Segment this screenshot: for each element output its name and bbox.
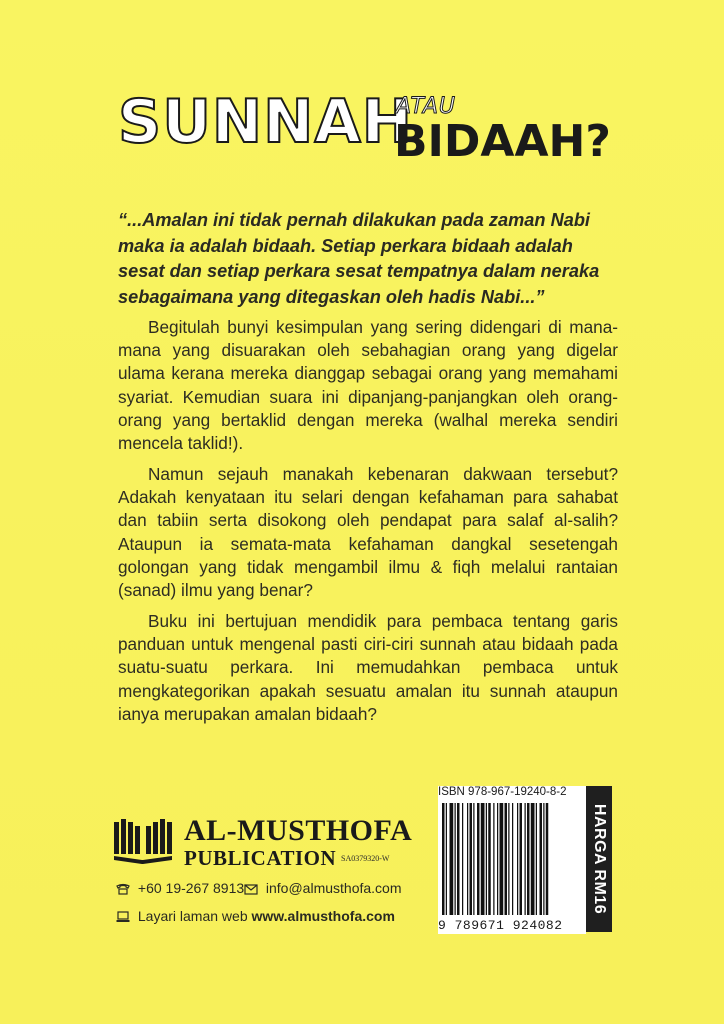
book-logo-icon [112,816,174,864]
barcode-bar [467,803,468,915]
paragraph-text: Namun sejauh manakah kebenaran dakwaan tersebut? Adakah kenyataan itu selari dengan kefahaman para sahabat dan tabiin serta disokong oleh pendapat para salaf al-salih? Ataupun ia semata-mata kefahaman dangkal sesetengah golongan yang tidak mengambil ilmu & fiqh melalui rantaian (sanad) ilmu yang benar? [118,464,618,601]
computer-icon [116,911,130,923]
price-label: HARGA RM16 [591,803,608,915]
contact-row [116,880,244,896]
book-title [118,87,638,172]
blurb-quote: “...Amalan ini tidak pernah dilakukan pada zaman Nabi maka ia adalah bidaah. Setiap perkara bidaah adalah sesat dan setiap perkara sesat tempatnya dalam neraka sebagaimana yang ditegaskan oleh hadis Nabi...” [118,210,600,307]
barcode-bar [488,803,491,915]
barcode-bar [546,803,549,915]
barcode-bar [512,803,513,915]
barcode-bar [505,803,508,915]
barcode-bar [477,803,480,915]
barcode-bar [493,803,494,915]
contact-row [244,880,402,896]
barcode-bar [473,803,474,915]
paragraph-text: Begitulah bunyi kesimpulan yang sering didengari di mana-mana yang disuarakan oleh sebahagian orang yang digelar ulama kerana mereka dianggap sebagai orang yang memahami syariat. Kemudian suara ini dipanjang-panjangkan oleh orang-orang yang bertaklid dengan mereka (walhal mereka sendiri mencela taklid!). [118,317,618,454]
phone-number: +60 19-267 8913 [137,880,245,896]
contact-row [116,908,395,924]
title-sunnah: SUNNAH [118,87,414,157]
barcode-bar [486,803,487,915]
barcode-bar [536,803,537,915]
paragraph-text: Buku ini bertujuan mendidik para pembaca tentang garis panduan untuk mengenal pasti ciri-ciri sunnah atau bidaah pada suatu-suatu perkara. Ini memudahkan pembaca untuk mengkategorikan apakah sesuatu amalan itu sunnah ataupun ianya merupakan amalan bidaah? [118,611,618,724]
barcode-bar [446,803,447,915]
barcode-bar [462,803,463,915]
isbn-text: ISBN 978-967-19240-8-2 [438,786,567,798]
barcode-bar [527,803,530,915]
blurb-paragraph [118,610,618,726]
barcode-digits: 9 789671 924082 [438,918,563,933]
barcode-bar [540,803,543,915]
blurb-paragraph [118,316,618,455]
barcode-bars [440,803,584,915]
barcode-bar [508,803,509,915]
barcode-bar [525,803,526,915]
email-address[interactable]: info@almusthofa.com [265,880,402,896]
website-url[interactable]: www.almusthofa.com [251,908,395,924]
barcode-bar [500,803,504,915]
publisher-subtitle: PUBLICATION [184,846,337,870]
barcode-bar [517,803,518,915]
barcode-bar [497,803,498,915]
price-tag [586,786,612,932]
publisher-logo [112,814,432,870]
phone-icon [116,883,130,895]
barcode-bar [450,803,454,915]
barcode-bar [520,803,523,915]
barcode-bar [481,803,485,915]
barcode-bar [543,803,544,915]
barcode-bar [455,803,456,915]
email-icon [244,884,258,895]
website-prefix: Layari laman web [137,908,248,924]
title-atau: ATAU [396,94,457,119]
barcode-bar [442,803,445,915]
registration-number: SA0379320-W [341,854,390,863]
publisher-name: AL-MUSTHOFA [184,814,413,847]
blurb-paragraph [118,463,618,602]
barcode-bar [470,803,473,915]
barcode-bar [531,803,535,915]
title-bidaah: BIDAAH? [394,116,611,167]
barcode-bar [457,803,460,915]
